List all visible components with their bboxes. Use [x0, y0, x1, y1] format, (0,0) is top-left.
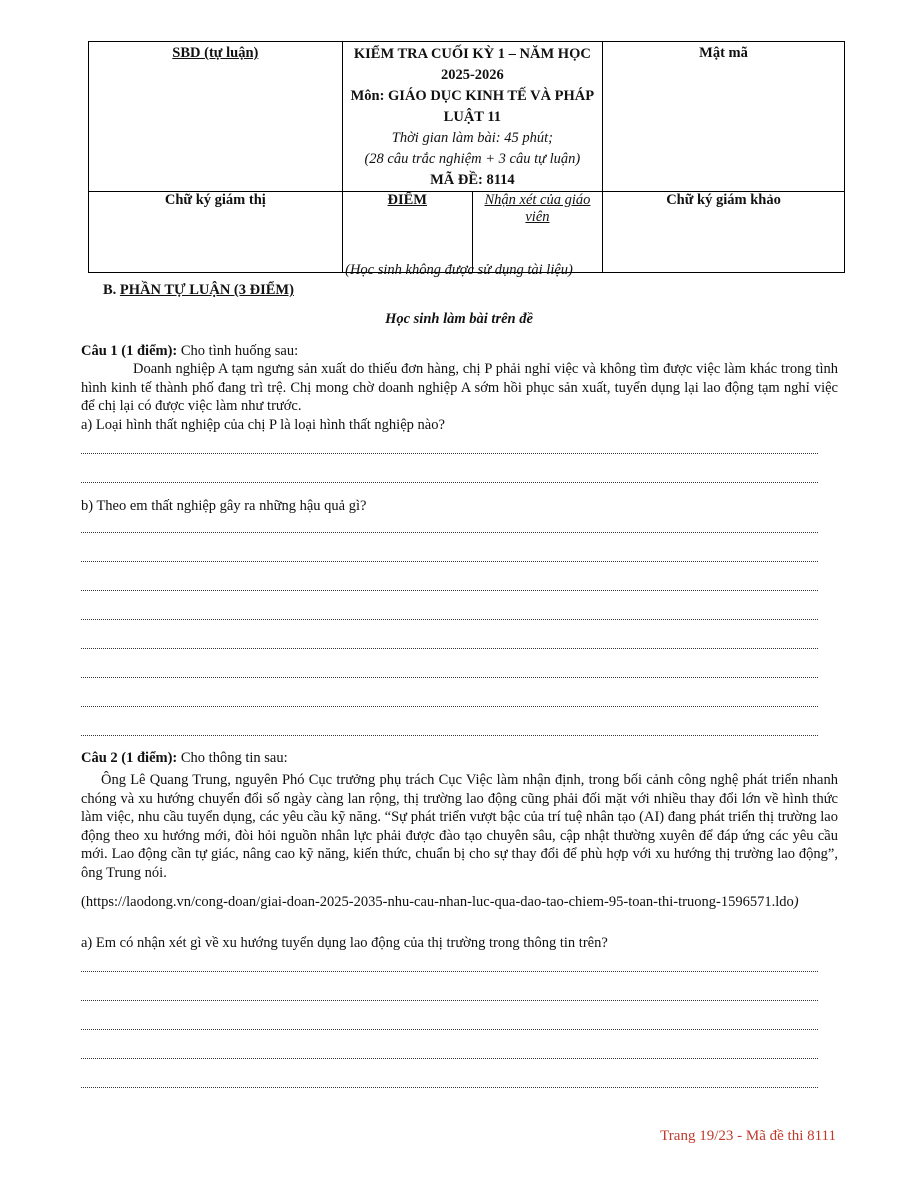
answer-line[interactable] — [81, 1057, 818, 1059]
answer-line[interactable] — [81, 452, 818, 454]
source-url: (https://laodong.vn/cong-doan/giai-doan-2025-2035-nhu-cau-nhan-luc-qua-dao-tao-chiem-95-toan-thi-truong-1596571.ldo — [81, 894, 794, 910]
question-2-source — [81, 893, 838, 912]
question-2-intro: Cho thông tin sau: — [177, 750, 288, 766]
answer-line[interactable] — [81, 676, 818, 678]
answer-line[interactable] — [81, 531, 818, 533]
answer-line[interactable] — [81, 589, 818, 591]
proctor-signature-label: Chữ ký giám thị — [89, 192, 343, 273]
answer-line[interactable] — [81, 1086, 818, 1088]
answer-line[interactable] — [81, 481, 818, 483]
section-title — [103, 282, 294, 299]
exam-duration: Thời gian làm bài: 45 phút; — [391, 130, 553, 146]
answer-line[interactable] — [81, 647, 818, 649]
question-2-label: Câu 2 (1 điểm): — [81, 750, 178, 766]
no-materials-note: (Học sinh không được sử dụng tài liệu) — [345, 262, 573, 278]
question-1-scenario: Doanh nghiệp A tạm ngưng sản xuất do thiếu đơn hàng, chị P phải nghỉ việc và không tìm được việc làm khác trong tình hình kinh tế thành phố đang trì trệ. Chị mong chờ doanh nghiệp A sớm hồi phục sản xuất, tuyển dụng lại lao động tạm nghỉ việc để chị lại có được việc làm như trước. — [81, 361, 838, 414]
answer-line[interactable] — [81, 1028, 818, 1030]
page-footer: Trang 19/23 - Mã đề thi 8111 — [660, 1128, 836, 1144]
exam-title-block — [342, 42, 602, 192]
question-1-header — [81, 342, 838, 361]
question-2a-prompt: a) Em có nhận xét gì về xu hướng tuyển dụng lao động của thị trường trong thông tin trên? — [81, 935, 608, 951]
teacher-comment-label: Nhận xét của giáo viên — [472, 192, 602, 273]
answer-line[interactable] — [81, 970, 818, 972]
question-1-label: Câu 1 (1 điểm): — [81, 343, 178, 359]
secret-code-label: Mật mã — [603, 42, 845, 192]
answer-line[interactable] — [81, 560, 818, 562]
exam-subject: Môn: GIÁO DỤC KINH TẾ VÀ PHÁP LUẬT 11 — [350, 88, 595, 125]
work-on-paper-note: Học sinh làm bài trên đề — [385, 311, 533, 327]
source-close: ) — [793, 894, 799, 910]
sbd-label: SBD (tự luận) — [89, 42, 343, 192]
question-2-header — [81, 749, 838, 768]
question-2-passage: Ông Lê Quang Trung, nguyên Phó Cục trưởng phụ trách Cục Việc làm nhận định, trong bối cảnh công nghệ phát triển nhanh chóng và xu hướng chuyển đổi số ngày càng lan rộng, thị trường lao động cũng phải đối mặt với nhiều thay đổi lớn về hình thức làm việc, nhu cầu tuyển dụng, các yêu cầu kỹ năng. “Sự phát triển vượt bậc của trí tuệ nhân tạo (AI) đang phát triển thị trường lao động theo xu hướng mới, đòi hỏi nguồn nhân lực phải được đào tạo chuyên sâu, cập nhật thường xuyên để đáp ứng các yêu cầu mới. Lao động cần tự giác, nâng cao kỹ năng, kiến thức, chuẩn bị cho sự thay đổi để phù hợp với xu hướng thị trường lao động”, ông Trung nói. — [81, 772, 838, 881]
answer-line[interactable] — [81, 618, 818, 620]
section-heading: PHẦN TỰ LUẬN (3 ĐIỂM) — [119, 282, 294, 298]
answer-line[interactable] — [81, 705, 818, 707]
score-label: ĐIỂM — [342, 192, 472, 273]
section-prefix: B. — [103, 282, 120, 298]
question-1-intro: Cho tình huống sau: — [177, 343, 299, 359]
answer-line[interactable] — [81, 999, 818, 1001]
question-1a-prompt: a) Loại hình thất nghiệp của chị P là loại hình thất nghiệp nào? — [81, 417, 445, 433]
exam-header-table — [88, 41, 845, 273]
exam-code: MÃ ĐỀ: 8114 — [430, 172, 515, 188]
examiner-signature-label: Chữ ký giám khảo — [603, 192, 845, 273]
question-1b-prompt: b) Theo em thất nghiệp gây ra những hậu quả gì? — [81, 498, 367, 514]
exam-question-count: (28 câu trắc nghiệm + 3 câu tự luận) — [364, 151, 581, 167]
answer-line[interactable] — [81, 734, 818, 736]
exam-title: KIỂM TRA CUỐI KỲ 1 – NĂM HỌC 2025-2026 — [353, 46, 591, 83]
